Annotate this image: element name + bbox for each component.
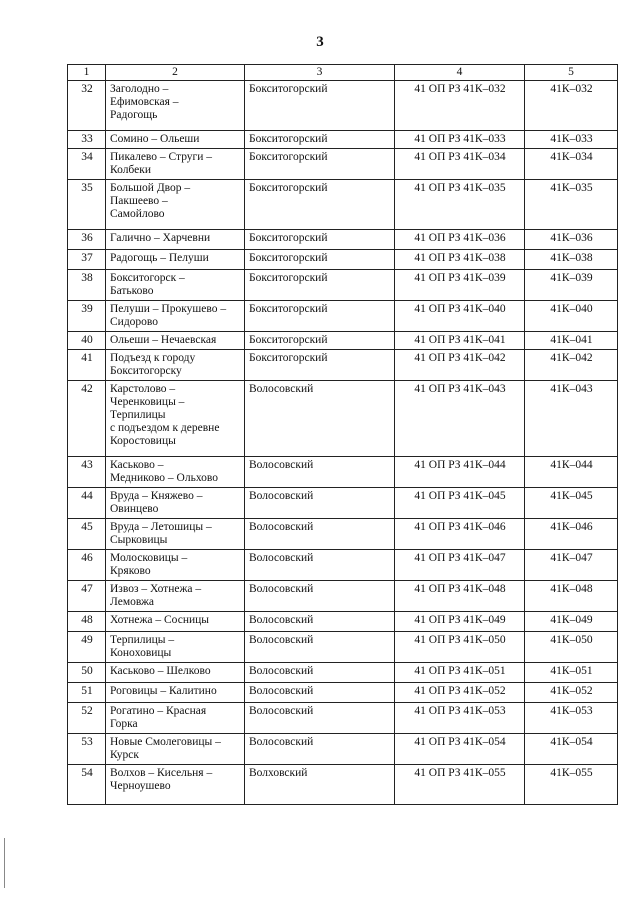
district-name-text: Бокситогорский xyxy=(249,133,328,145)
road-short-code-text: 41К–051 xyxy=(550,665,593,677)
road-name-text: Хотнежа – Сосницы xyxy=(110,614,210,626)
road-id-code-text: 41 ОП РЗ 41К–050 xyxy=(414,634,506,646)
table-row xyxy=(68,149,618,180)
road-id-code xyxy=(395,663,525,683)
row-number-text: 52 xyxy=(81,705,93,717)
road-short-code xyxy=(525,350,618,381)
row-number xyxy=(68,81,106,131)
road-name xyxy=(106,581,245,612)
road-id-code-text: 41 ОП РЗ 41К–047 xyxy=(414,552,506,564)
road-name-text: Каськово – Шелково xyxy=(110,665,211,677)
road-id-code xyxy=(395,457,525,488)
table-row xyxy=(68,581,618,612)
district-name xyxy=(245,703,395,734)
road-short-code-text: 41К–034 xyxy=(550,151,593,163)
road-name xyxy=(106,350,245,381)
road-short-code xyxy=(525,581,618,612)
row-number xyxy=(68,131,106,149)
row-number-text: 51 xyxy=(81,685,93,697)
road-name-text: Сомино – Ольеши xyxy=(110,133,200,145)
road-name-text: Новые Смолеговицы – Курск xyxy=(110,736,221,761)
road-name xyxy=(106,550,245,581)
row-number-text: 33 xyxy=(81,133,93,145)
road-id-code xyxy=(395,632,525,663)
road-name-text: Пикалево – Струги – Колбеки xyxy=(110,151,213,176)
table-row xyxy=(68,332,618,350)
road-short-code-text: 41К–055 xyxy=(550,767,593,779)
table-header-row xyxy=(68,65,618,81)
district-name xyxy=(245,581,395,612)
road-short-code xyxy=(525,488,618,519)
table-row xyxy=(68,765,618,805)
row-number-text: 35 xyxy=(81,182,93,194)
road-short-code xyxy=(525,632,618,663)
road-id-code xyxy=(395,149,525,180)
road-short-code-text: 41К–050 xyxy=(550,634,593,646)
road-name xyxy=(106,270,245,301)
road-short-code xyxy=(525,230,618,250)
road-name xyxy=(106,457,245,488)
road-short-code xyxy=(525,270,618,301)
road-short-code xyxy=(525,131,618,149)
table-row xyxy=(68,301,618,332)
district-name xyxy=(245,683,395,703)
road-name xyxy=(106,488,245,519)
row-number-text: 32 xyxy=(81,83,93,95)
row-number-text: 40 xyxy=(81,334,93,346)
row-number xyxy=(68,230,106,250)
road-id-code-text: 41 ОП РЗ 41К–053 xyxy=(414,705,506,717)
road-name-text: Терпилицы – Конoховицы xyxy=(110,634,175,659)
district-name xyxy=(245,488,395,519)
road-short-code xyxy=(525,457,618,488)
row-number xyxy=(68,381,106,457)
road-id-code-text: 41 ОП РЗ 41К–038 xyxy=(414,252,506,264)
road-name-text: Ольеши – Нечаевская xyxy=(110,334,217,346)
row-number xyxy=(68,457,106,488)
road-id-code-text: 41 ОП РЗ 41К–033 xyxy=(414,133,506,145)
road-name-text: Большой Двор – Пакшеево – Самойлово xyxy=(110,182,191,220)
district-name-text: Волосовский xyxy=(249,634,314,646)
road-name xyxy=(106,180,245,230)
district-name-text: Волосовский xyxy=(249,459,314,471)
row-number xyxy=(68,632,106,663)
road-name-text: Пелуши – Прокушево – Сидорово xyxy=(110,303,227,328)
district-name-text: Волховский xyxy=(249,767,308,779)
district-name-text: Бокситогорский xyxy=(249,352,328,364)
road-id-code xyxy=(395,350,525,381)
road-short-code xyxy=(525,180,618,230)
district-name-text: Волосовский xyxy=(249,583,314,595)
table-row xyxy=(68,519,618,550)
district-name xyxy=(245,765,395,805)
row-number-text: 49 xyxy=(81,634,93,646)
row-number-text: 50 xyxy=(81,665,93,677)
row-number-text: 34 xyxy=(81,151,93,163)
district-name-text: Бокситогорский xyxy=(249,182,328,194)
row-number-text: 38 xyxy=(81,272,93,284)
district-name xyxy=(245,81,395,131)
table-row xyxy=(68,270,618,301)
road-id-code xyxy=(395,581,525,612)
row-number xyxy=(68,765,106,805)
district-name xyxy=(245,381,395,457)
road-short-code xyxy=(525,81,618,131)
road-short-code xyxy=(525,332,618,350)
district-name xyxy=(245,270,395,301)
road-name-text: Рогатино – Красная Горка xyxy=(110,705,207,730)
road-name-text: Вруда – Летошицы – Сырковицы xyxy=(110,521,212,546)
road-short-code xyxy=(525,703,618,734)
row-number xyxy=(68,149,106,180)
column-header-5: 5 xyxy=(525,65,618,81)
road-short-code-text: 41К–048 xyxy=(550,583,593,595)
road-id-code-text: 41 ОП РЗ 41К–045 xyxy=(414,490,506,502)
road-short-code xyxy=(525,381,618,457)
road-id-code xyxy=(395,488,525,519)
road-name-text: Галично – Харчевни xyxy=(110,232,211,244)
road-id-code xyxy=(395,180,525,230)
row-number-text: 46 xyxy=(81,552,93,564)
road-id-code xyxy=(395,612,525,632)
district-name xyxy=(245,612,395,632)
table-row xyxy=(68,81,618,131)
road-name-text: Радогощь – Пелуши xyxy=(110,252,209,264)
road-id-code-text: 41 ОП РЗ 41К–055 xyxy=(414,767,506,779)
road-id-code-text: 41 ОП РЗ 41К–051 xyxy=(414,665,506,677)
district-name-text: Бокситогорский xyxy=(249,232,328,244)
row-number xyxy=(68,734,106,765)
column-header-2: 2 xyxy=(106,65,245,81)
row-number xyxy=(68,270,106,301)
road-name xyxy=(106,703,245,734)
road-short-code-text: 41К–053 xyxy=(550,705,593,717)
road-name xyxy=(106,734,245,765)
district-name xyxy=(245,550,395,581)
road-name xyxy=(106,632,245,663)
row-number xyxy=(68,350,106,381)
road-short-code-text: 41К–049 xyxy=(550,614,593,626)
road-short-code-text: 41К–036 xyxy=(550,232,593,244)
road-short-code-text: 41К–039 xyxy=(550,272,593,284)
road-short-code xyxy=(525,301,618,332)
road-id-code xyxy=(395,703,525,734)
road-id-code-text: 41 ОП РЗ 41К–036 xyxy=(414,232,506,244)
district-name xyxy=(245,632,395,663)
row-number xyxy=(68,683,106,703)
row-number xyxy=(68,612,106,632)
row-number-text: 53 xyxy=(81,736,93,748)
row-number-text: 43 xyxy=(81,459,93,471)
row-number-text: 37 xyxy=(81,252,93,264)
road-short-code-text: 41К–041 xyxy=(550,334,593,346)
margin-mark xyxy=(4,838,5,888)
road-id-code-text: 41 ОП РЗ 41К–032 xyxy=(414,83,506,95)
row-number xyxy=(68,332,106,350)
row-number xyxy=(68,550,106,581)
road-id-code xyxy=(395,550,525,581)
district-name-text: Волосовский xyxy=(249,490,314,502)
road-id-code xyxy=(395,683,525,703)
district-name xyxy=(245,457,395,488)
row-number-text: 48 xyxy=(81,614,93,626)
table-row xyxy=(68,457,618,488)
column-header-3: 3 xyxy=(245,65,395,81)
road-id-code-text: 41 ОП РЗ 41К–042 xyxy=(414,352,506,364)
road-id-code-text: 41 ОП РЗ 41К–043 xyxy=(414,383,506,395)
row-number-text: 54 xyxy=(81,767,93,779)
road-name xyxy=(106,149,245,180)
road-short-code-text: 41К–042 xyxy=(550,352,593,364)
table-row xyxy=(68,663,618,683)
road-name-text: Извоз – Хотнежа – Лемовжа xyxy=(110,583,202,608)
district-name xyxy=(245,250,395,270)
road-name xyxy=(106,332,245,350)
road-id-code-text: 41 ОП РЗ 41К–034 xyxy=(414,151,506,163)
road-short-code-text: 41К–052 xyxy=(550,685,593,697)
road-short-code xyxy=(525,149,618,180)
road-short-code-text: 41К–035 xyxy=(550,182,593,194)
road-name xyxy=(106,765,245,805)
table-row xyxy=(68,350,618,381)
row-number xyxy=(68,663,106,683)
road-name xyxy=(106,663,245,683)
district-name-text: Волосовский xyxy=(249,552,314,564)
table-row xyxy=(68,734,618,765)
road-short-code-text: 41К–038 xyxy=(550,252,593,264)
district-name-text: Волосовский xyxy=(249,521,314,533)
table-body xyxy=(68,81,618,805)
road-short-code-text: 41К–032 xyxy=(550,83,593,95)
road-short-code xyxy=(525,683,618,703)
table-row xyxy=(68,703,618,734)
road-id-code-text: 41 ОП РЗ 41К–041 xyxy=(414,334,506,346)
road-short-code xyxy=(525,250,618,270)
district-name-text: Бокситогорский xyxy=(249,151,328,163)
road-id-code-text: 41 ОП РЗ 41К–040 xyxy=(414,303,506,315)
road-name-text: Бокситогорск – Батьково xyxy=(110,272,185,297)
road-id-code xyxy=(395,332,525,350)
district-name xyxy=(245,734,395,765)
road-short-code-text: 41К–054 xyxy=(550,736,593,748)
row-number xyxy=(68,703,106,734)
road-name-text: Волхов – Кисельня – Черноушево xyxy=(110,767,213,792)
column-header-1: 1 xyxy=(68,65,106,81)
district-name-text: Бокситогорский xyxy=(249,334,328,346)
district-name xyxy=(245,131,395,149)
road-id-code xyxy=(395,519,525,550)
road-id-code xyxy=(395,230,525,250)
road-id-code-text: 41 ОП РЗ 41К–046 xyxy=(414,521,506,533)
table-row xyxy=(68,632,618,663)
district-name-text: Бокситогорский xyxy=(249,272,328,284)
district-name-text: Волосовский xyxy=(249,736,314,748)
road-name-text: Каськово – Медниково – Ольхово xyxy=(110,459,218,484)
road-name xyxy=(106,131,245,149)
road-name-text: Молосковицы – Кряково xyxy=(110,552,188,577)
district-name-text: Волосовский xyxy=(249,614,314,626)
road-short-code xyxy=(525,663,618,683)
road-id-code-text: 41 ОП РЗ 41К–035 xyxy=(414,182,506,194)
table-row xyxy=(68,381,618,457)
row-number xyxy=(68,180,106,230)
road-id-code xyxy=(395,250,525,270)
road-name-text: Заголодно – Ефимовская – Радогощь xyxy=(110,83,179,121)
road-short-code-text: 41К–046 xyxy=(550,521,593,533)
district-name-text: Волосовский xyxy=(249,383,314,395)
road-name xyxy=(106,250,245,270)
table-row xyxy=(68,131,618,149)
road-id-code-text: 41 ОП РЗ 41К–054 xyxy=(414,736,506,748)
row-number xyxy=(68,581,106,612)
table-row xyxy=(68,250,618,270)
road-short-code-text: 41К–043 xyxy=(550,383,593,395)
table-row xyxy=(68,683,618,703)
row-number-text: 45 xyxy=(81,521,93,533)
table-row xyxy=(68,230,618,250)
road-short-code xyxy=(525,612,618,632)
road-name xyxy=(106,612,245,632)
row-number-text: 42 xyxy=(81,383,93,395)
row-number-text: 41 xyxy=(81,352,93,364)
road-id-code xyxy=(395,381,525,457)
row-number xyxy=(68,301,106,332)
table-row xyxy=(68,488,618,519)
row-number-text: 47 xyxy=(81,583,93,595)
district-name xyxy=(245,180,395,230)
road-short-code-text: 41К–047 xyxy=(550,552,593,564)
road-name xyxy=(106,381,245,457)
road-name xyxy=(106,301,245,332)
road-short-code-text: 41К–033 xyxy=(550,133,593,145)
district-name-text: Бокситогорский xyxy=(249,83,328,95)
road-id-code xyxy=(395,81,525,131)
road-name-text: Роговицы – Калитино xyxy=(110,685,217,697)
district-name-text: Волосовский xyxy=(249,685,314,697)
district-name-text: Волосовский xyxy=(249,665,314,677)
row-number xyxy=(68,488,106,519)
table-row xyxy=(68,612,618,632)
road-short-code-text: 41К–045 xyxy=(550,490,593,502)
road-short-code xyxy=(525,734,618,765)
road-short-code xyxy=(525,550,618,581)
road-name xyxy=(106,81,245,131)
district-name-text: Бокситогорский xyxy=(249,303,328,315)
road-id-code-text: 41 ОП РЗ 41К–048 xyxy=(414,583,506,595)
column-header-4: 4 xyxy=(395,65,525,81)
row-number xyxy=(68,519,106,550)
road-id-code-text: 41 ОП РЗ 41К–044 xyxy=(414,459,506,471)
district-name xyxy=(245,332,395,350)
district-name xyxy=(245,301,395,332)
road-id-code xyxy=(395,270,525,301)
road-id-code xyxy=(395,734,525,765)
road-short-code-text: 41К–040 xyxy=(550,303,593,315)
road-name xyxy=(106,683,245,703)
road-name-text: Подъезд к городу Бокситогорску xyxy=(110,352,196,377)
row-number-text: 36 xyxy=(81,232,93,244)
road-id-code-text: 41 ОП РЗ 41К–052 xyxy=(414,685,506,697)
table-row xyxy=(68,550,618,581)
roads-table xyxy=(67,64,618,805)
road-id-code-text: 41 ОП РЗ 41К–039 xyxy=(414,272,506,284)
district-name xyxy=(245,663,395,683)
district-name-text: Волосовский xyxy=(249,705,314,717)
district-name-text: Бокситогорский xyxy=(249,252,328,264)
road-id-code xyxy=(395,301,525,332)
district-name xyxy=(245,350,395,381)
road-name xyxy=(106,519,245,550)
row-number-text: 44 xyxy=(81,490,93,502)
road-short-code xyxy=(525,519,618,550)
road-id-code xyxy=(395,765,525,805)
road-short-code-text: 41К–044 xyxy=(550,459,593,471)
road-name-text: Вруда – Княжево – Овинцево xyxy=(110,490,203,515)
road-name xyxy=(106,230,245,250)
row-number-text: 39 xyxy=(81,303,93,315)
table-row xyxy=(68,180,618,230)
district-name xyxy=(245,230,395,250)
road-short-code xyxy=(525,765,618,805)
district-name xyxy=(245,519,395,550)
page-number: 3 xyxy=(316,34,324,50)
road-name-text: Карстолово – Черенковицы – Терпилицы с подъездом к деревне Коростовицы xyxy=(110,383,220,447)
road-id-code xyxy=(395,131,525,149)
district-name xyxy=(245,149,395,180)
road-id-code-text: 41 ОП РЗ 41К–049 xyxy=(414,614,506,626)
row-number xyxy=(68,250,106,270)
